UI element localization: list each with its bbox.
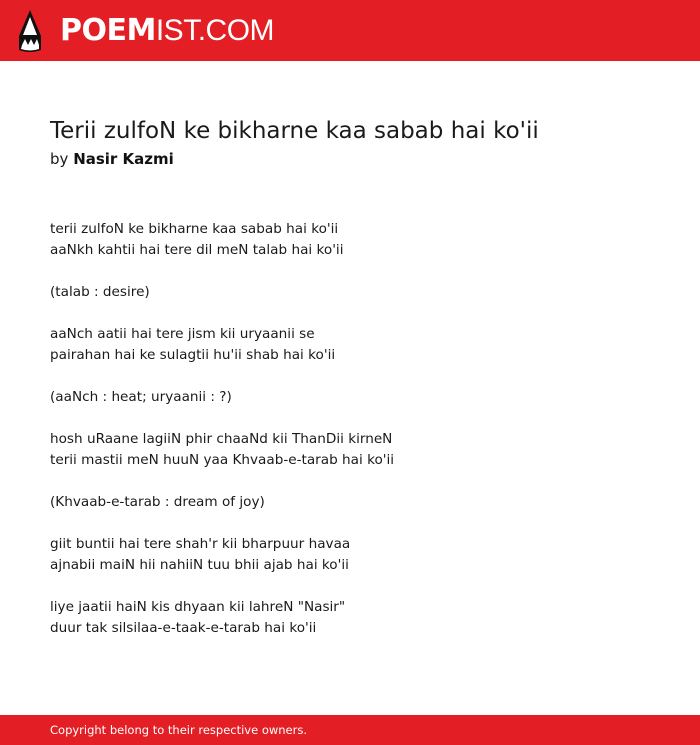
- poem-line: (talab : desire): [50, 284, 150, 300]
- site-logo-link[interactable]: [16, 8, 274, 53]
- top-header-bar: [0, 0, 700, 61]
- site-logo-text: [60, 12, 275, 48]
- poem-line: liye jaatii haiN kis dhyaan kii lahreN "Nasir": [50, 599, 346, 615]
- logo-text-light: IST.COM: [155, 13, 275, 47]
- author-link[interactable]: Nasir Kazmi: [73, 150, 174, 168]
- poem-line: aaNkh kahtii hai tere dil meN talab hai ko'ii: [50, 242, 344, 258]
- poem-line: duur tak silsilaa-e-taak-e-tarab hai ko'ii: [50, 620, 317, 636]
- poem-line: terii zulfoN ke bikharne kaa sabab hai ko'ii: [50, 221, 339, 237]
- poem-line: hosh uRaane lagiiN phir chaaNd kii ThanDii kirneN: [50, 431, 393, 447]
- byline-prefix: by: [50, 150, 69, 168]
- poem-title: Terii zulfoN ke bikharne kaa sabab hai ko'ii: [50, 118, 539, 144]
- poem-line: ajnabii maiN hii nahiiN tuu bhii ajab hai ko'ii: [50, 557, 349, 573]
- poem-line: (aaNch : heat; uryaanii : ?): [50, 389, 232, 405]
- pen-nib-icon: [16, 9, 44, 53]
- stanza: [50, 429, 650, 471]
- poem-line: pairahan hai ke sulagtii hu'ii shab hai ko'ii: [50, 347, 336, 363]
- copyright-text: Copyright belong to their respective owners.: [50, 723, 308, 737]
- byline: [50, 149, 650, 169]
- stanza: [50, 324, 650, 366]
- poem-line: (Khvaab-e-tarab : dream of joy): [50, 494, 265, 510]
- stanza: [50, 387, 650, 408]
- stanza: [50, 282, 650, 303]
- stanza: [50, 597, 650, 639]
- poem-heading: [50, 116, 650, 169]
- footer-bar: [0, 715, 700, 745]
- logo-text-strong: POEM: [60, 12, 156, 48]
- poem-line: aaNch aatii hai tere jism kii uryaanii se: [50, 326, 315, 342]
- stanza: [50, 534, 650, 576]
- poem-body: [50, 219, 650, 660]
- poem-line: terii mastii meN huuN yaa Khvaab-e-tarab hai ko'ii: [50, 452, 395, 468]
- stanza: [50, 492, 650, 513]
- poem-line: giit buntii hai tere shah'r kii bharpuur havaa: [50, 536, 351, 552]
- stanza: [50, 219, 650, 261]
